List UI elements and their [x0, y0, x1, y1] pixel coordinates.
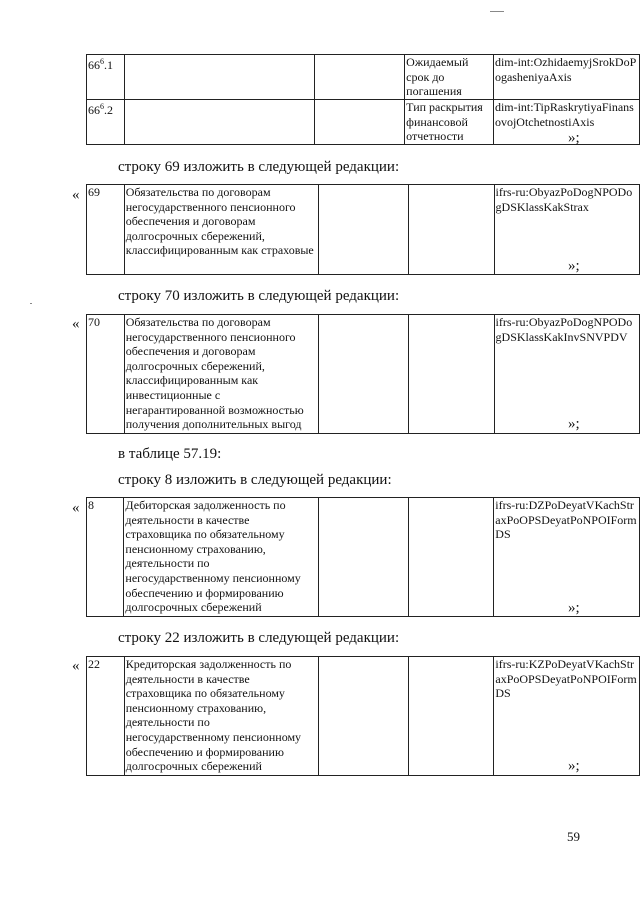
close-quote: »;: [568, 416, 580, 432]
paragraph: строку 8 изложить в следующей редакции:: [118, 472, 392, 488]
close-quote: »;: [568, 130, 580, 146]
row-element: dim-int:TipRaskrytiyaFinansovojOtchetnostiAxis: [493, 100, 639, 145]
scan-speck: [30, 303, 32, 304]
row-type: [409, 657, 494, 776]
row-name: [125, 55, 314, 100]
row-element: ifrs-ru:KZPoDeyatVKachStraxPoOPSDeyatPoNPOIFormDS: [494, 657, 640, 776]
row-code: $66^6.1$: [87, 55, 125, 100]
row-code: 22: [87, 657, 125, 776]
close-quote: »;: [568, 600, 580, 616]
row-empty-cell: [318, 657, 408, 776]
row-empty-cell: [314, 100, 404, 145]
row-type: Ожидаемый срок до погашения: [405, 55, 494, 100]
table-row: [87, 185, 640, 275]
row-code: 69: [87, 185, 125, 275]
row-element: ifrs-ru:ObyazPoDogNPODogDSKlassKakStrax: [494, 185, 639, 275]
paragraph: строку 22 изложить в следующей редакции:: [118, 630, 400, 646]
table-row-69: [86, 184, 640, 275]
row-element: ifrs-ru:ObyazPoDogNPODogDSKlassKakInvSNVPDV: [494, 315, 639, 434]
table-row: [87, 100, 640, 145]
row-empty-cell: [319, 185, 409, 275]
open-quote: «: [72, 500, 80, 516]
row-type: Тип раскрытия финансовой отчетности: [405, 100, 494, 145]
row-code: 8: [87, 498, 124, 617]
row-name: Обязательства по договорам негосударственного пенсионного обеспечения и договорам долгосрочных сбережений, классифицированным как инвестиционные с негарантированной возможностью получения дополнительных выгод: [124, 315, 319, 434]
scan-speck: [490, 11, 504, 12]
row-name: [125, 100, 314, 145]
top-table: [86, 54, 640, 145]
row-empty-cell: [318, 498, 408, 617]
table-row: [87, 55, 640, 100]
row-empty-cell: [319, 315, 409, 434]
paragraph: строку 69 изложить в следующей редакции:: [118, 159, 400, 175]
row-code: 70: [87, 315, 125, 434]
table-row: [87, 657, 640, 776]
row-name: Кредиторская задолженность по деятельности в качестве страховщика по обязательному пенсионному страхованию, деятельности по негосударственному пенсионному обеспечению и формированию долгосрочных сбережений: [124, 657, 318, 776]
table-row: [87, 315, 640, 434]
table-row-8: [86, 497, 640, 617]
row-empty-cell: [314, 55, 404, 100]
open-quote: «: [72, 658, 80, 674]
open-quote: «: [72, 316, 80, 332]
table-row-22: [86, 656, 640, 776]
row-name: Дебиторская задолженность по деятельности в качестве страховщика по обязательному пенсионному страхованию, деятельности по негосударственному пенсионному обеспечению и формированию долгосрочных сбережений: [124, 498, 318, 617]
close-quote: »;: [568, 758, 580, 774]
page-number: 59: [567, 829, 580, 844]
row-type: [408, 498, 493, 617]
row-name: Обязательства по договорам негосударственного пенсионного обеспечения и договорам долгосрочных сбережений, классифицированным как страховые: [124, 185, 319, 275]
table-row: [87, 498, 640, 617]
table-row-70: [86, 314, 640, 434]
open-quote: «: [72, 187, 80, 203]
close-quote: »;: [568, 258, 580, 274]
paragraph: строку 70 изложить в следующей редакции:: [118, 288, 400, 304]
row-type: [409, 315, 494, 434]
row-type: [409, 185, 494, 275]
paragraph: в таблице 57.19:: [118, 446, 222, 462]
row-element: ifrs-ru:DZPoDeyatVKachStraxPoOPSDeyatPoNPOIFormDS: [494, 498, 640, 617]
row-code: $66^6.2$: [87, 100, 125, 145]
row-element: dim-int:OzhidaemyjSrokDoPogasheniyaAxis: [493, 55, 639, 100]
